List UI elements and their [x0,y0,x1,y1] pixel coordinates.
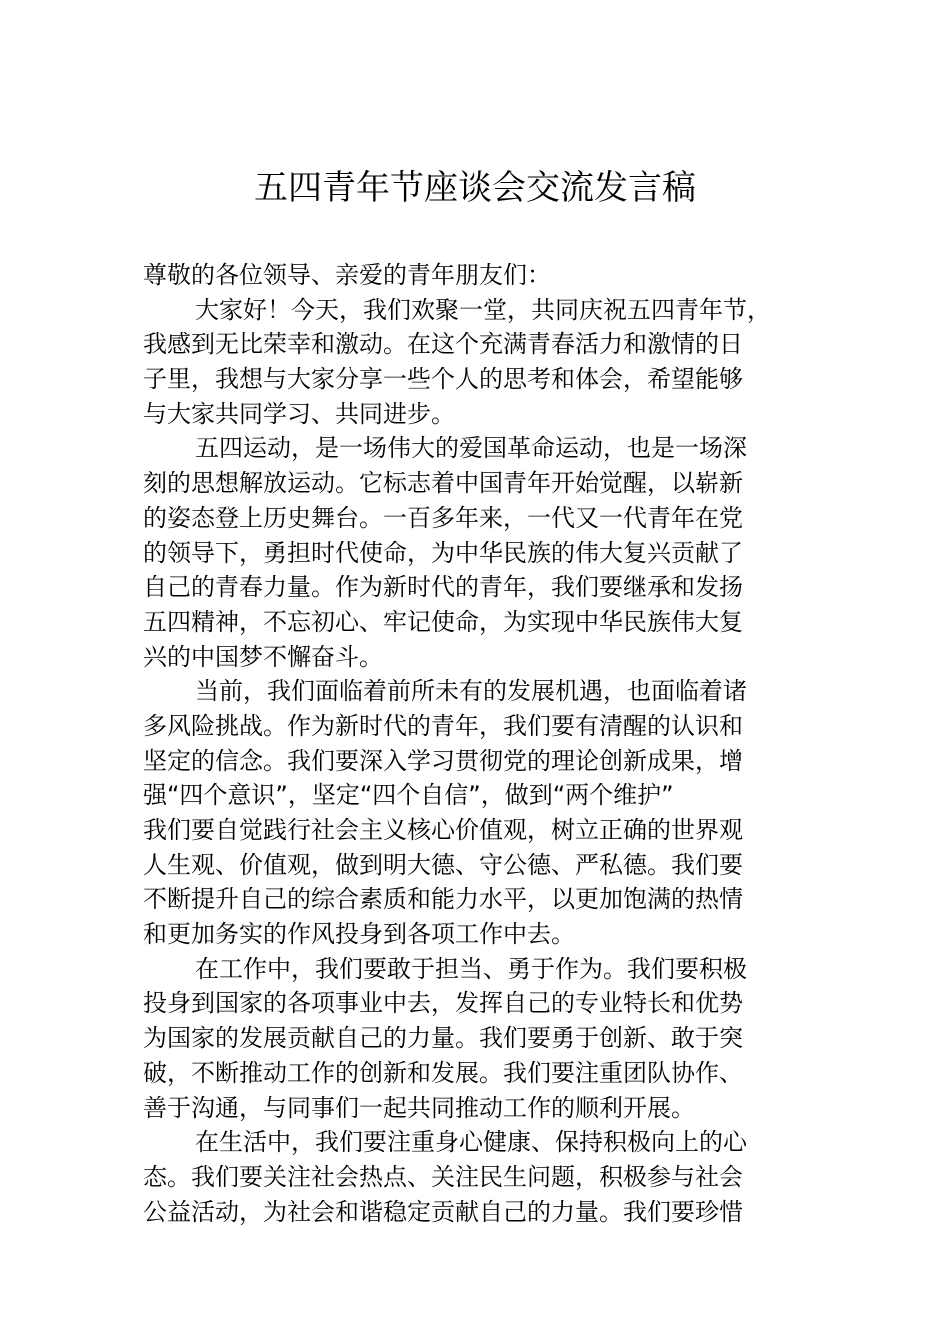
body-text-line: 我感到无比荣幸和激动。在这个充满青春活力和激情的日 [143,330,743,359]
body-text-line: 和更加务实的作风投身到各项工作中去。 [143,920,575,949]
body-text-line: 当前，我们面临着前所未有的发展机遇，也面临着诸 [195,677,747,706]
body-text-line: 子里，我想与大家分享一些个人的思考和体会，希望能够 [143,365,743,394]
body-text-line: 多风险挑战。作为新时代的青年，我们要有清醒的认识和 [143,711,743,740]
body-text-line: 强“四个意识”，坚定“四个自信”，做到“两个维护” [143,781,674,810]
body-text-line: 态。我们要关注社会热点、关注民生问题，积极参与社会 [143,1162,743,1191]
body-text-line: 自己的青春力量。作为新时代的青年，我们要继承和发扬 [143,573,743,602]
body-text-line: 五四精神，不忘初心、牢记使命，为实现中华民族伟大复 [143,607,743,636]
body-text-line: 为国家的发展贡献自己的力量。我们要勇于创新、敢于突 [143,1024,743,1053]
body-text-line: 我们要自觉践行社会主义核心价值观，树立正确的世界观 [143,816,743,844]
body-text-line: 人生观、价值观，做到明大德、守公德、严私德。我们要 [143,850,743,879]
body-text-line: 的姿态登上历史舞台。一百多年来，一代又一代青年在党 [143,503,743,532]
body-text-line: 在生活中，我们要注重身心健康、保持积极向上的心 [195,1128,747,1157]
body-text-line: 公益活动，为社会和谐稳定贡献自己的力量。我们要珍惜 [143,1197,743,1226]
body-text-line: 投身到国家的各项事业中去，发挥自己的专业特长和优势 [143,989,743,1018]
document-title: 五四青年节座谈会交流发言稿 [254,168,696,208]
body-text-line: 坚定的信念。我们要深入学习贯彻党的理论创新成果，增 [143,746,743,775]
body-text-line: 兴的中国梦不懈奋斗。 [143,642,383,671]
body-text-line: 五四运动，是一场伟大的爱国革命运动，也是一场深 [195,434,747,463]
salutation-line: 尊敬的各位领导、亲爱的青年朋友们： [143,261,551,289]
body-text-line: 大家好！今天，我们欢聚一堂，共同庆祝五四青年节， [195,295,771,324]
body-text-line: 在工作中，我们要敢于担当、勇于作为。我们要积极 [195,954,747,983]
body-text-line: 刻的思想解放运动。它标志着中国青年开始觉醒，以崭新 [143,469,743,498]
body-text-line: 不断提升自己的综合素质和能力水平，以更加饱满的热情 [143,885,743,914]
body-text-line: 破，不断推动工作的创新和发展。我们要注重团队协作、 [143,1058,743,1087]
body-text-line: 善于沟通，与同事们一起共同推动工作的顺利开展。 [143,1093,695,1122]
body-text-line: 与大家共同学习、共同进步。 [143,399,455,428]
body-text-line: 的领导下，勇担时代使命，为中华民族的伟大复兴贡献了 [143,538,743,567]
document-body [143,258,808,1229]
